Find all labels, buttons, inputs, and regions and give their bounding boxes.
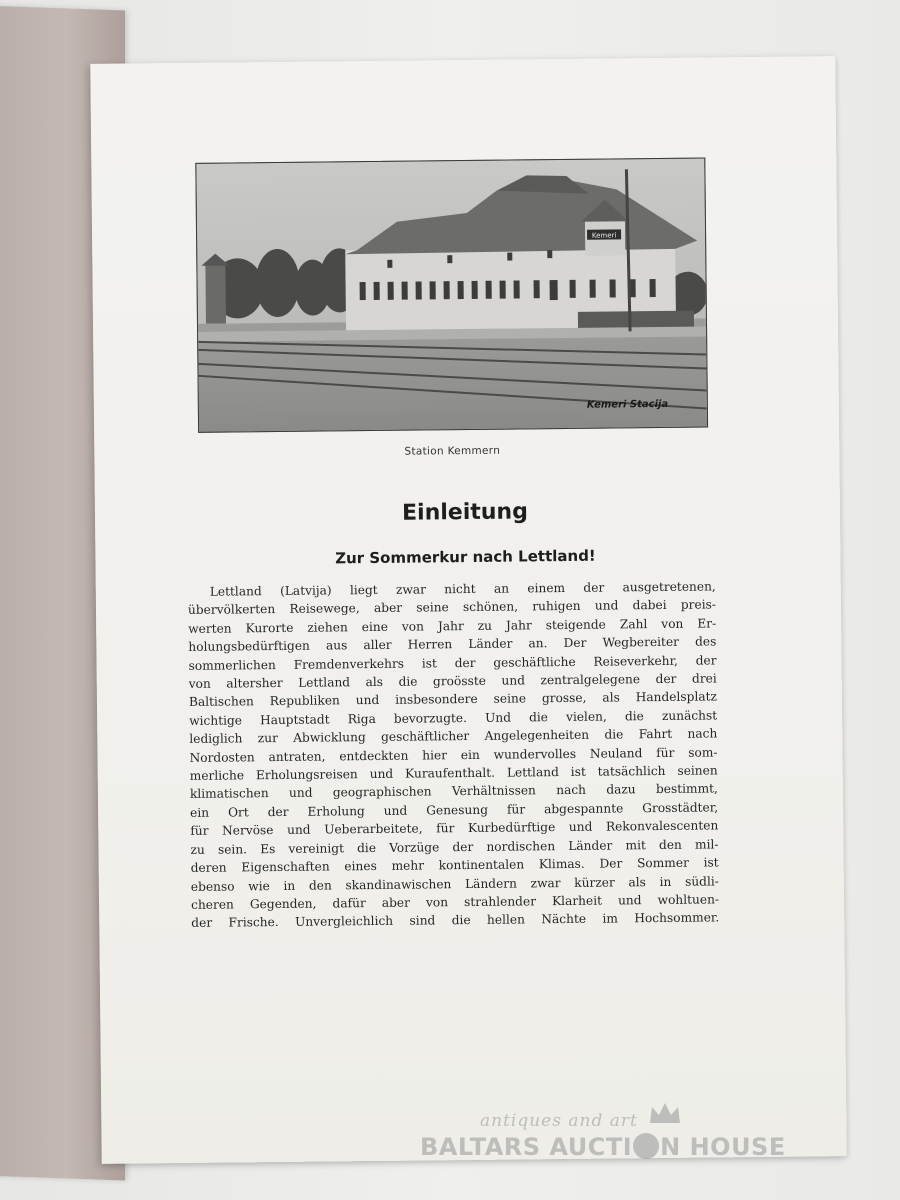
- text-line: werten Kurorte ziehen eine von Jahr zu Jahr steigende Zahl von Er-: [188, 616, 717, 636]
- watermark-tagline: antiques and art: [480, 1111, 638, 1131]
- crown-icon: [648, 1101, 682, 1135]
- text-line: wichtige Hauptstadt Riga bevorzugte. Und die vielen, die zunächst: [189, 708, 718, 728]
- watermark-brand-part2: N HOUSE: [660, 1133, 786, 1161]
- body-text: [188, 577, 720, 932]
- watermark-brand-part1: BALTARS AUCTI: [420, 1133, 633, 1161]
- text-line: sommerlichen Fremdenverkehrs ist der geschäftliche Reiseverkehr, der: [188, 653, 717, 673]
- text-line: für Nervöse und Ueberarbeitete, für Kurbedürftige und Rekonvalescenten: [190, 818, 719, 839]
- text-line: zu sein. Es vereinigt die Vorzüge der nordischen Länder mit den mil-: [190, 837, 719, 857]
- watermark-brand: [420, 1133, 786, 1161]
- station-sign: Kemeri: [591, 231, 617, 240]
- text-line: cheren Gegenden, dafür aber von strahlender Klarheit und wohltuen-: [190, 892, 720, 912]
- watermark-o-icon: [633, 1133, 659, 1159]
- text-line: von altersher Lettland als die groösste und zentralgelegene der drei: [188, 671, 717, 691]
- booklet-page: [90, 56, 846, 1164]
- station-photo: [195, 157, 708, 432]
- text-line: ebenso wie in den skandinawischen Ländern zwar kürzer als in südli-: [190, 873, 719, 894]
- auction-watermark: [420, 1105, 840, 1175]
- text-line: deren Eigenschaften eines mehr kontinentalen Klimas. Der Sommer ist: [190, 855, 719, 876]
- text-line: der Frische. Unvergleichlich sind die hellen Nächte im Hochsommer.: [191, 910, 720, 931]
- text-line: klimatischen und geographischen Verhältnissen nach dazu bestimmt,: [189, 781, 718, 802]
- text-line: übervölkerten Reisewege, aber seine schönen, ruhigen und dabei preis-: [187, 597, 717, 618]
- text-line: Nordosten antraten, entdeckten hier ein wundervolles Neuland für som-: [189, 745, 718, 765]
- photo-caption: Station Kemmern: [404, 444, 501, 458]
- page-subtitle: Zur Sommerkur nach Lettland!: [335, 546, 596, 568]
- text-line: holungsbedürftigen aus aller Herren Länder an. Der Wegbereiter des: [188, 634, 717, 655]
- text-line: ein Ort der Erholung und Genesung für abgespannte Grosstädter,: [190, 800, 719, 820]
- text-line: lediglich zur Abwicklung geschäftlicher Angelegenheiten die Fahrt nach: [189, 726, 718, 747]
- page-title: Einleitung: [401, 499, 529, 526]
- text-line: Baltischen Republiken und insbesondere seine grosse, als Handelsplatz: [188, 689, 717, 710]
- text-line: Lettland (Latvija) liegt zwar nicht an einem der ausgetretenen,: [209, 579, 716, 599]
- text-line: merliche Erholungsreisen und Kuraufenthalt. Lettland ist tatsächlich seinen: [189, 763, 718, 783]
- photo-label: Kemeri Stacija: [586, 398, 669, 411]
